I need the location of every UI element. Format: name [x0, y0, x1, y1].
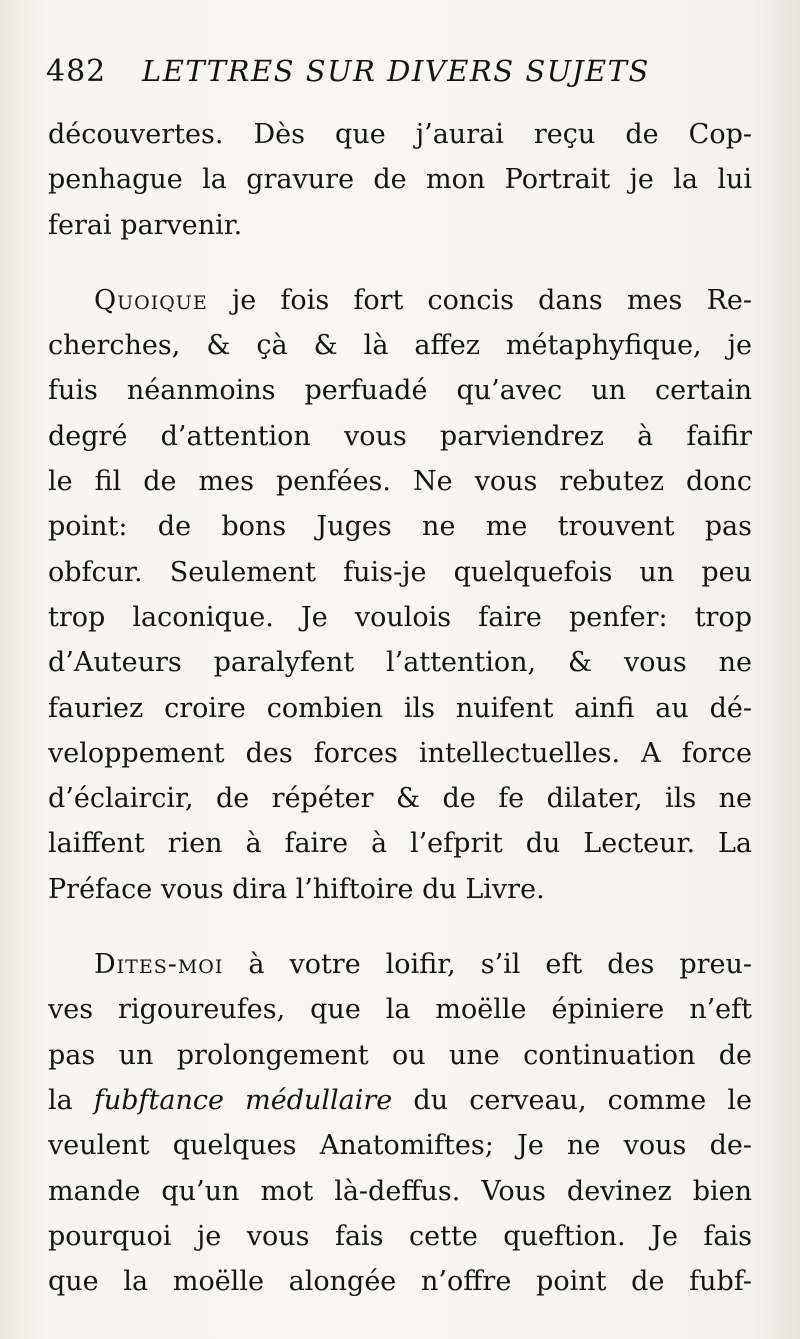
body-text [48, 112, 752, 1304]
text-line: Préface vous dira l’hiftoire du Livre. [48, 873, 545, 905]
text-run: du cerveau, comme le [392, 1084, 752, 1116]
text-line: point: de bons Juges ne me trouvent pas [48, 511, 752, 543]
text-line: découvertes. Dès que j’aurai reçu de Cop- [48, 119, 752, 150]
text-line: laiffent rien à faire à l’efprit du Lecteur. La [48, 828, 752, 860]
running-title: LETTRES SUR DIVERS SUJETS [142, 54, 650, 88]
italic-term: fubftance médullaire [93, 1084, 393, 1116]
text-run: la [48, 1084, 94, 1116]
page-header [46, 48, 746, 96]
text-line: pourquoi je vous fais cette queftion. Je fais [48, 1220, 752, 1252]
paragraph [48, 112, 752, 248]
text-line: pas un prolongement ou une continuation de [48, 1039, 752, 1071]
text-line: mande qu’un mot là-deffus. Vous devinez bien [48, 1175, 752, 1207]
lead-word: Dites-moi [94, 949, 224, 981]
paragraph-gap [48, 912, 752, 942]
text-line: d’éclaircir, de répéter & de fe dilater, ils ne [48, 783, 752, 815]
text-line: veloppement des forces intellectuelles. A force [48, 737, 752, 769]
text-line: ves rigoureufes, que la moëlle épiniere n’eft [48, 994, 752, 1026]
paragraph [48, 942, 752, 1304]
text-line: le fil de mes penfées. Ne vous rebutez donc [48, 466, 752, 498]
text-line: degré d’attention vous parviendrez à faifir [48, 420, 752, 452]
text-line: ferai parvenir. [48, 209, 243, 241]
text-line [48, 278, 752, 323]
text-line: trop laconique. Je voulois faire penfer: trop [48, 601, 752, 633]
text-run: à votre loifir, s’il eft des preu- [223, 949, 752, 981]
text-run: je fois fort concis dans mes Re- [207, 284, 752, 316]
text-line: obfcur. Seulement fuis-je quelquefois un peu [48, 556, 752, 588]
paragraph-gap [48, 248, 752, 278]
text-line: veulent quelques Anatomiftes; Je ne vous de- [48, 1130, 752, 1162]
text-line: cherches, & çà & là affez métaphyfique, je [48, 330, 752, 362]
lead-word: Quoique [94, 284, 208, 316]
page-number: 482 [46, 54, 107, 89]
text-line: fauriez croire combien ils nuifent ainfi au dé- [48, 692, 752, 724]
text-line [48, 1078, 752, 1123]
text-line: d’Auteurs paralyfent l’attention, & vous ne [48, 647, 752, 679]
text-line: fuis néanmoins perfuadé qu’avec un certain [48, 375, 752, 407]
text-line: penhague la gravure de mon Portrait je la lui [48, 164, 752, 196]
text-line: que la moëlle alongée n’offre point de fubf- [48, 1266, 752, 1298]
paragraph [48, 278, 752, 912]
text-line [48, 942, 752, 987]
